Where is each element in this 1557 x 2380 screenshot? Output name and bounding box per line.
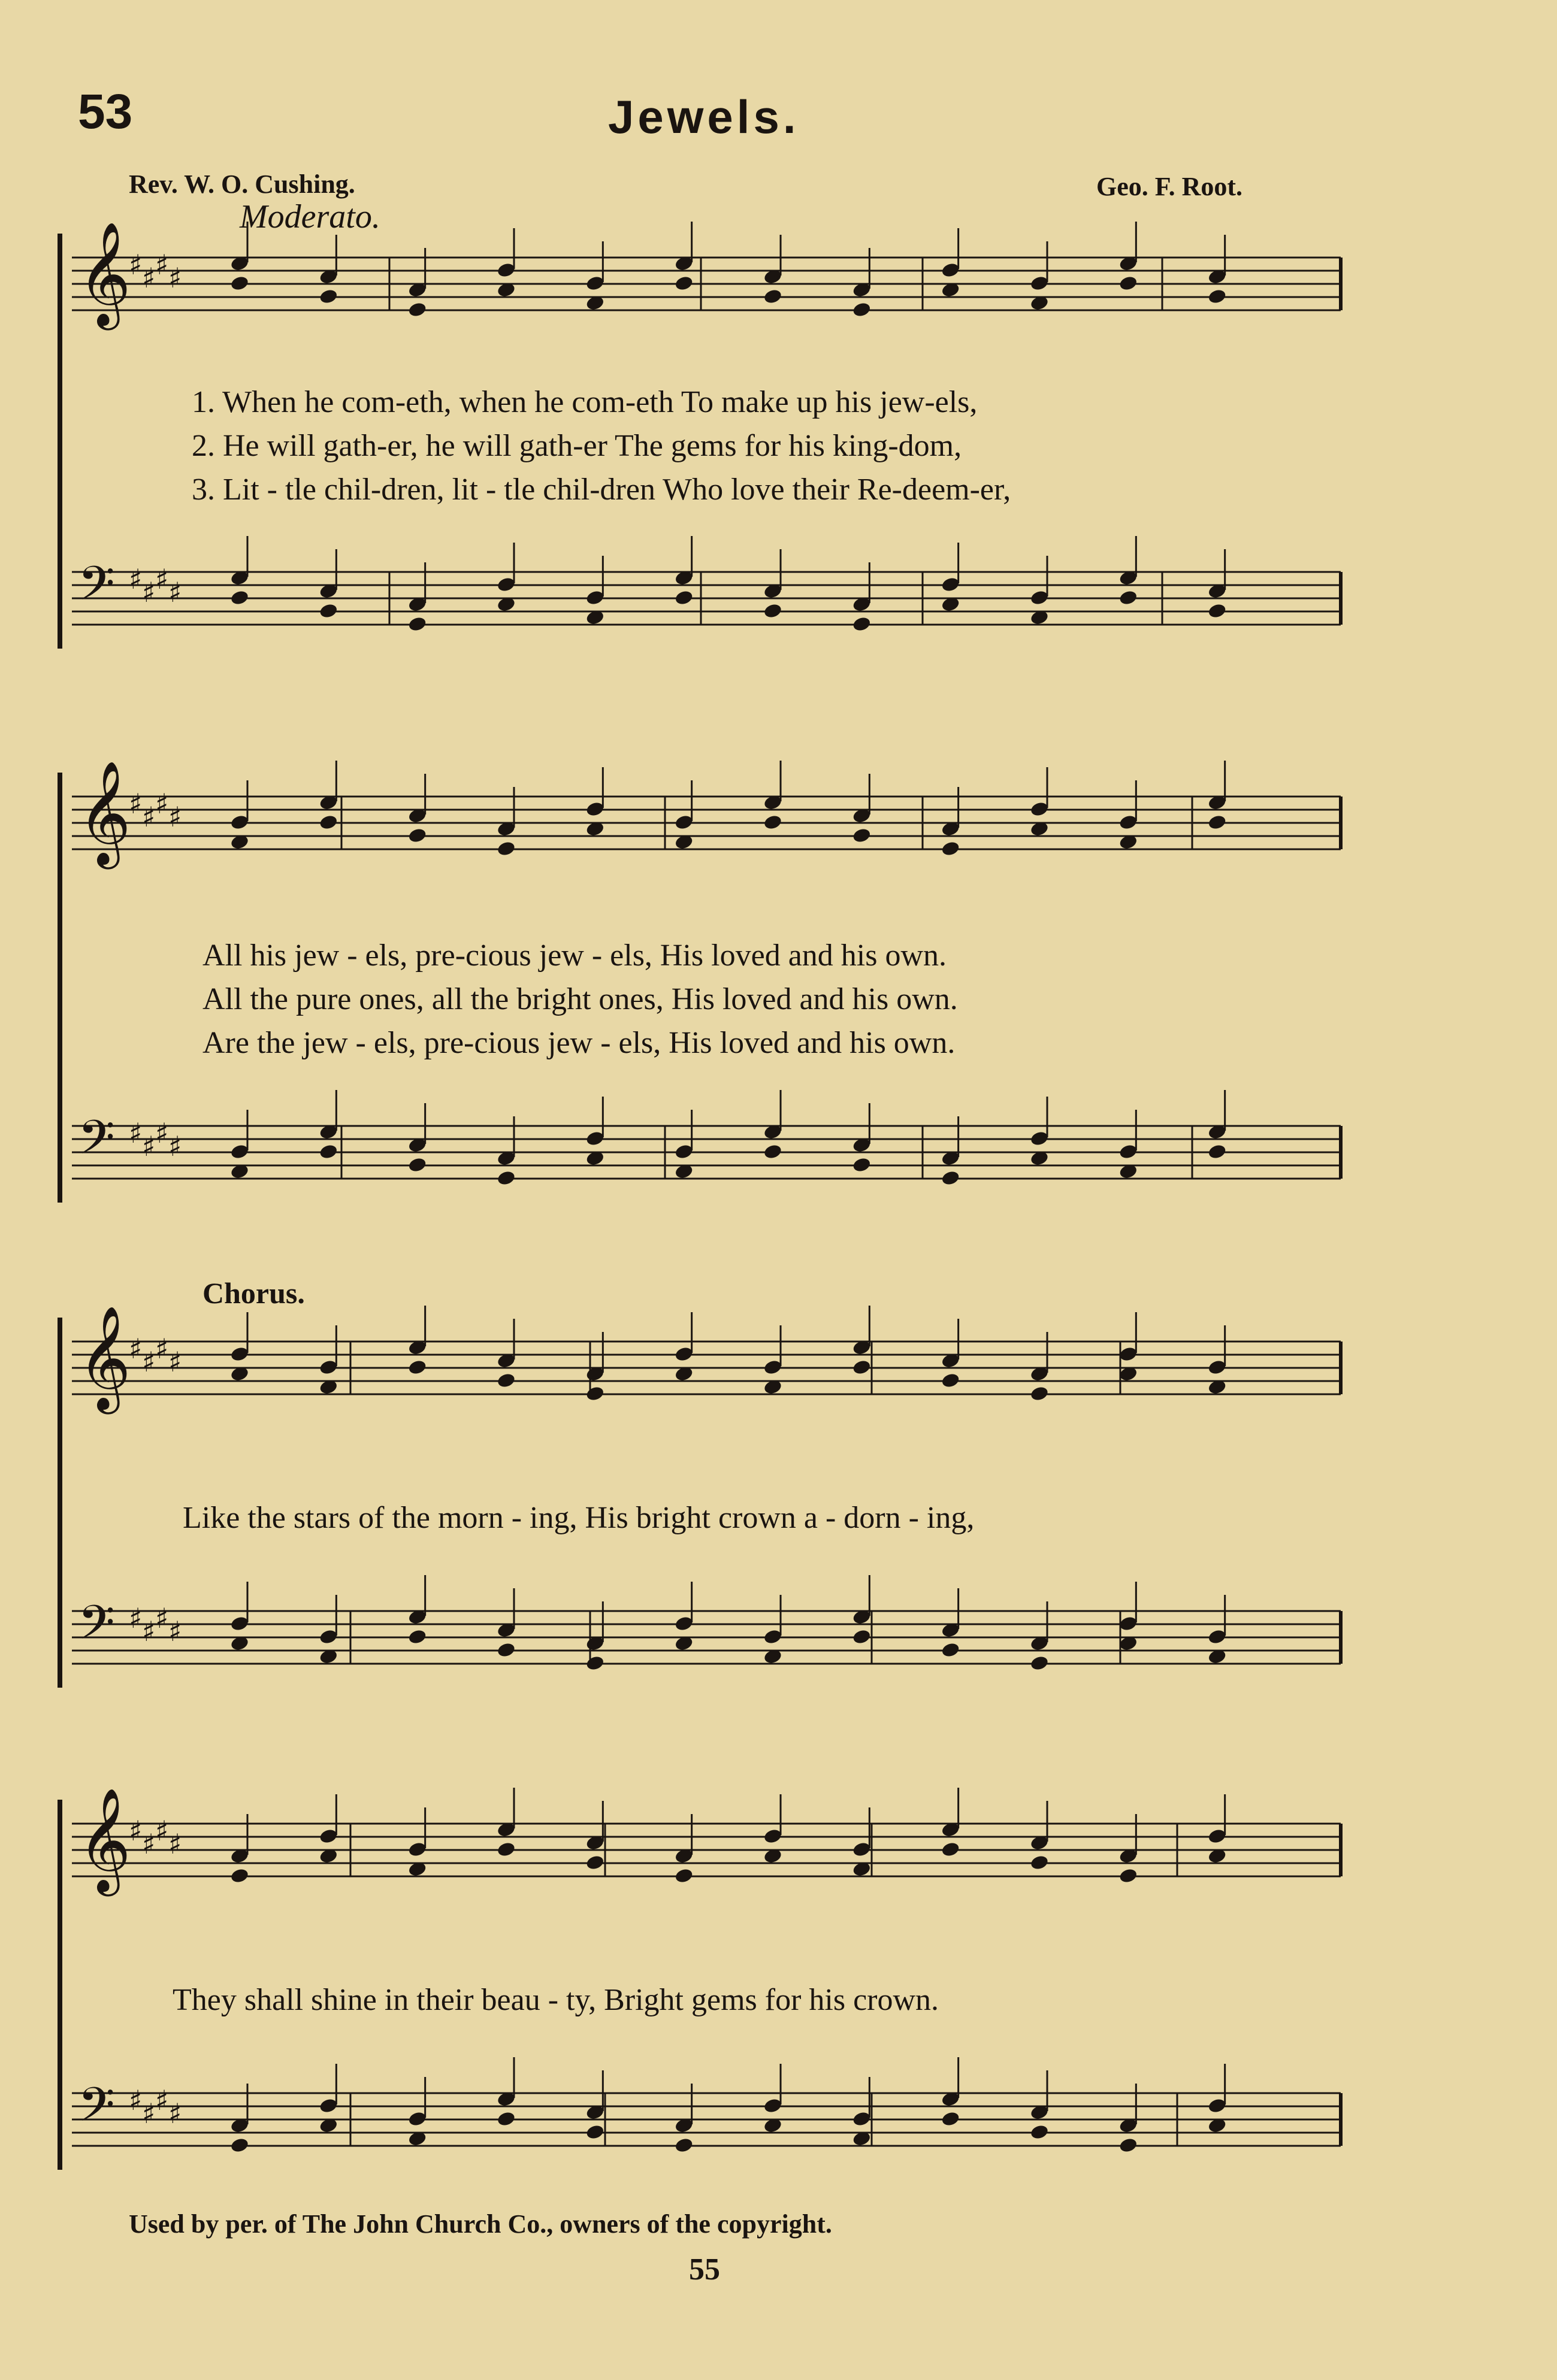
note-head bbox=[852, 827, 872, 844]
note-head bbox=[407, 1628, 427, 1645]
sharp-icon: ♯ bbox=[155, 1815, 169, 1847]
sharp-icon: ♯ bbox=[142, 576, 156, 608]
note-head bbox=[941, 1642, 960, 1658]
sharp-icon: ♯ bbox=[168, 262, 182, 294]
note-head bbox=[1029, 1385, 1049, 1402]
note-head bbox=[319, 288, 338, 305]
sharp-icon: ♯ bbox=[168, 1828, 182, 1860]
sharp-icon: ♯ bbox=[142, 2097, 156, 2130]
chorus-line-1: Like the stars of the morn - ing, His bright crown a - dorn - ing, bbox=[183, 1501, 975, 1535]
treble-clef-icon: 𝄞 bbox=[78, 1788, 131, 1892]
sharp-icon: ♯ bbox=[129, 1602, 143, 1634]
note-head bbox=[496, 1642, 516, 1658]
refrain-line-2: All the pure ones, all the bright ones, His loved and his own. bbox=[202, 982, 958, 1016]
sharp-icon: ♯ bbox=[168, 576, 182, 608]
sharp-icon: ♯ bbox=[155, 1333, 169, 1365]
clef-glyphs bbox=[78, 222, 182, 2144]
sharp-icon: ♯ bbox=[155, 249, 169, 281]
verse-3-line: 3. Lit - tle chil-dren, lit - tle chil-dren Who love their Re-deem-er, bbox=[192, 473, 1011, 507]
bass-clef-icon: 𝄢 bbox=[78, 1110, 115, 1177]
sharp-icon: ♯ bbox=[142, 1130, 156, 1162]
note-head bbox=[407, 301, 427, 318]
note-head bbox=[229, 2137, 249, 2154]
note-head bbox=[674, 589, 694, 606]
note-head bbox=[763, 602, 782, 619]
chorus-label: Chorus. bbox=[202, 1276, 305, 1310]
note-head bbox=[1207, 1143, 1227, 1160]
page-number: 55 bbox=[689, 2252, 720, 2287]
treble-clef-icon: 𝄞 bbox=[78, 222, 131, 326]
note-head bbox=[941, 840, 960, 857]
sharp-icon: ♯ bbox=[168, 801, 182, 833]
sharp-icon: ♯ bbox=[129, 563, 143, 595]
sharp-icon: ♯ bbox=[168, 1615, 182, 1648]
note-head bbox=[1207, 602, 1227, 619]
note-head bbox=[585, 1854, 605, 1871]
hymn-number: 53 bbox=[78, 84, 133, 139]
sharp-icon: ♯ bbox=[129, 249, 143, 281]
note-head bbox=[674, 2137, 694, 2154]
note-head bbox=[941, 1372, 960, 1389]
copyright-notice: Used by per. of The John Church Co., owners of the copyright. bbox=[129, 2209, 832, 2239]
note-head bbox=[496, 1170, 516, 1186]
refrain-line-1: All his jew - els, pre-cious jew - els, His loved and his own. bbox=[202, 938, 947, 973]
note-head bbox=[852, 616, 872, 632]
sharp-icon: ♯ bbox=[155, 2084, 169, 2116]
note-head bbox=[407, 1156, 427, 1173]
note-head bbox=[319, 814, 338, 831]
sharp-icon: ♯ bbox=[142, 1615, 156, 1648]
note-head bbox=[229, 589, 249, 606]
note-head bbox=[852, 1156, 872, 1173]
note-head bbox=[585, 1655, 605, 1672]
note-head bbox=[941, 1841, 960, 1858]
note-head bbox=[1029, 2124, 1049, 2140]
note-head bbox=[674, 275, 694, 292]
note-head bbox=[941, 1170, 960, 1186]
sharp-icon: ♯ bbox=[168, 1130, 182, 1162]
staff-lines bbox=[60, 234, 1341, 2170]
note-head bbox=[585, 2124, 605, 2140]
note-head bbox=[1118, 589, 1138, 606]
note-head bbox=[1207, 814, 1227, 831]
note-head bbox=[229, 1867, 249, 1884]
note-head bbox=[1118, 275, 1138, 292]
sharp-icon: ♯ bbox=[129, 1117, 143, 1149]
note-head bbox=[319, 1143, 338, 1160]
sharp-icon: ♯ bbox=[129, 2084, 143, 2116]
tempo-marking: Moderato. bbox=[240, 198, 380, 235]
bass-clef-icon: 𝄢 bbox=[78, 556, 115, 623]
note-head bbox=[763, 814, 782, 831]
verse-2-line: 2. He will gath-er, he will gath-er The gems for his king-dom, bbox=[192, 429, 962, 463]
composer-credit: Geo. F. Root. bbox=[1096, 172, 1243, 201]
sharp-icon: ♯ bbox=[142, 262, 156, 294]
note-head bbox=[496, 2110, 516, 2127]
hymn-title: Jewels. bbox=[608, 90, 800, 143]
note-head bbox=[852, 1628, 872, 1645]
sharp-icon: ♯ bbox=[155, 1117, 169, 1149]
note-head bbox=[496, 1372, 516, 1389]
note-head bbox=[941, 2110, 960, 2127]
note-head bbox=[763, 1143, 782, 1160]
note-head bbox=[1029, 1655, 1049, 1672]
note-head bbox=[1207, 288, 1227, 305]
verse-1-line: 1. When he com-eth, when he com-eth To make up his jew-els, bbox=[192, 385, 978, 419]
chorus-line-2: They shall shine in their beau - ty, Bright gems for his crown. bbox=[173, 1983, 939, 2017]
lyricist-credit: Rev. W. O. Cushing. bbox=[129, 169, 355, 199]
treble-clef-icon: 𝄞 bbox=[78, 1306, 131, 1410]
note-head bbox=[407, 1359, 427, 1376]
note-head bbox=[1118, 2137, 1138, 2154]
sharp-icon: ♯ bbox=[155, 1602, 169, 1634]
bass-clef-icon: 𝄢 bbox=[78, 2077, 115, 2144]
note-head bbox=[852, 1359, 872, 1376]
sharp-icon: ♯ bbox=[129, 788, 143, 820]
note-head bbox=[407, 827, 427, 844]
note-head bbox=[229, 275, 249, 292]
note-head bbox=[852, 301, 872, 318]
sharp-icon: ♯ bbox=[129, 1815, 143, 1847]
note-head bbox=[496, 1841, 516, 1858]
note-head bbox=[674, 1867, 694, 1884]
sharp-icon: ♯ bbox=[168, 2097, 182, 2130]
bass-clef-icon: 𝄢 bbox=[78, 1595, 115, 1662]
sharp-icon: ♯ bbox=[129, 1333, 143, 1365]
sharp-icon: ♯ bbox=[168, 1346, 182, 1378]
note-head bbox=[585, 1385, 605, 1402]
sharp-icon: ♯ bbox=[155, 563, 169, 595]
sharp-icon: ♯ bbox=[155, 788, 169, 820]
sharp-icon: ♯ bbox=[142, 1346, 156, 1378]
note-head bbox=[496, 840, 516, 857]
note-head bbox=[1029, 1854, 1049, 1871]
note-head bbox=[1118, 1867, 1138, 1884]
sharp-icon: ♯ bbox=[142, 801, 156, 833]
note-head bbox=[319, 602, 338, 619]
note-head bbox=[763, 288, 782, 305]
note-head bbox=[407, 616, 427, 632]
refrain-line-3: Are the jew - els, pre-cious jew - els, His loved and his own. bbox=[202, 1026, 956, 1060]
sharp-icon: ♯ bbox=[142, 1828, 156, 1860]
treble-clef-icon: 𝄞 bbox=[78, 761, 131, 865]
